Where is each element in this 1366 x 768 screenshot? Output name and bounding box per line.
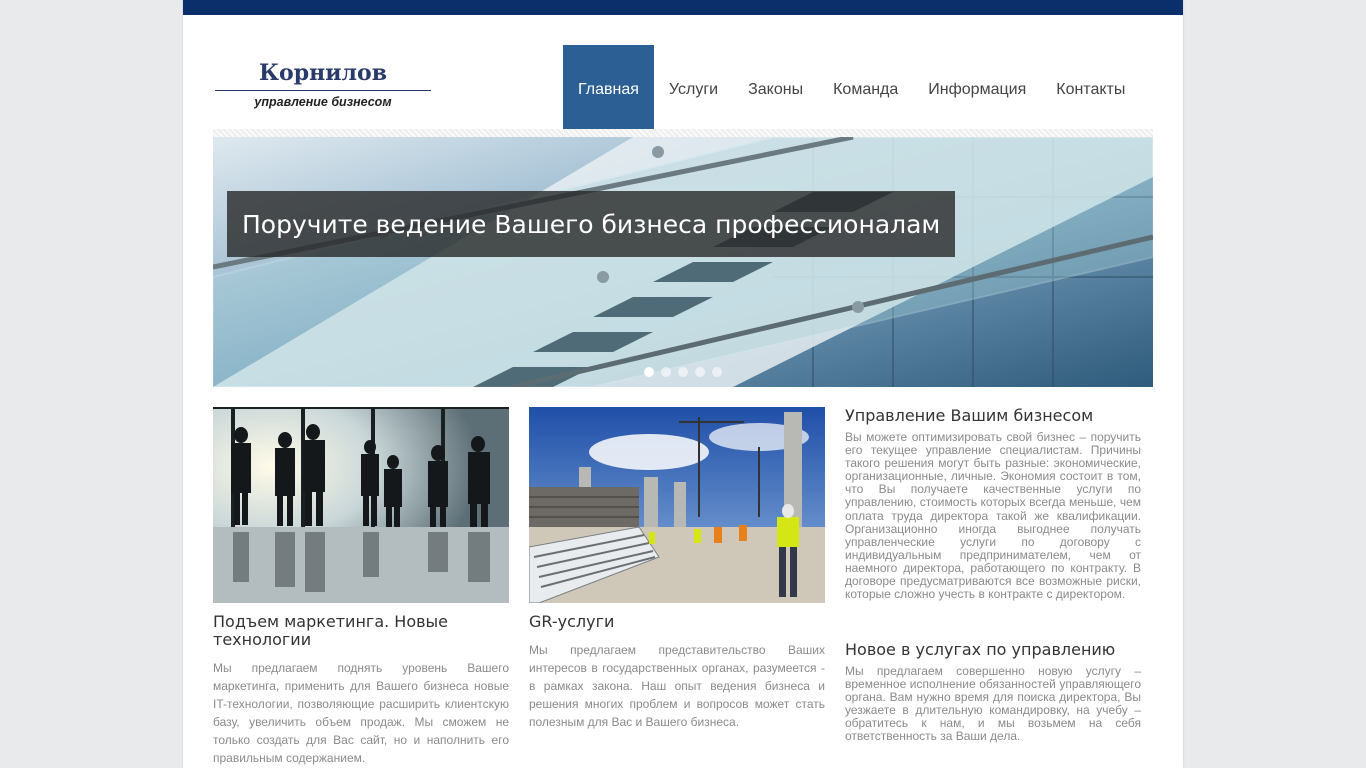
feature-title[interactable]: Подъем маркетинга. Новые технологии: [213, 612, 449, 649]
slider-dot-2[interactable]: [661, 367, 671, 377]
nav-item-laws[interactable]: Законы: [748, 81, 804, 98]
feature-title[interactable]: Управление Вашим бизнесом: [845, 406, 1094, 425]
feature-management: [845, 406, 1141, 744]
nav-divider: [213, 129, 1153, 137]
team-meeting-image[interactable]: [213, 407, 509, 603]
nav-item-services[interactable]: Услуги: [668, 81, 719, 98]
page-container: [183, 0, 1183, 768]
feature-text: Мы предлагаем совершенно новую услугу – временное исполнение обязанностей управляющего органа. Вам нужно время для поиска директора, Вы уезжаете в длительную командировку, на учебу – обратитесь к нам, и мы возьмем на себя ответственность за Ваши дела.: [845, 664, 1141, 744]
logo-subtitle: управление бизнесом: [254, 95, 392, 109]
feature-title[interactable]: Новое в услугах по управлению: [845, 640, 1116, 659]
main-nav: [563, 45, 1140, 129]
slider-dot-1[interactable]: [644, 367, 654, 377]
feature-text: Мы предлагаем представительство Ваших интересов в государственных органах, разумеется - в рамках закона. Наш опыт ведения бизнеса и решения многих проблем и вопросов может стать полезным для Вас и Вашего бизнеса.: [529, 643, 825, 729]
slider-pagination: [644, 367, 722, 377]
nav-item-team[interactable]: Команда: [833, 81, 899, 98]
nav-item-home[interactable]: Главная: [563, 45, 654, 129]
slider-dot-3[interactable]: [678, 367, 688, 377]
construction-site-image[interactable]: [529, 407, 825, 603]
hero-slider[interactable]: [213, 137, 1153, 387]
logo-divider: [215, 90, 431, 91]
nav-item-info[interactable]: Информация: [928, 81, 1027, 98]
feature-text: Мы предлагаем поднять уровень Вашего маркетинга, применить для Вашего бизнеса новые IT-технологии, позволяющие расширить клиентскую базу, увеличить объем продаж. Мы сможем не только создать для Вас сайт, но и наполнить его правильным содержанием.: [213, 661, 509, 765]
slider-dot-4[interactable]: [695, 367, 705, 377]
top-bar: [183, 0, 1183, 15]
logo-name: Корнилов: [259, 60, 387, 86]
feature-gr: [529, 407, 825, 731]
feature-text: Вы можете оптимизировать свой бизнес – поручить его текущее управление специалистам. Причины такого решения могут быть разные: экономические, организационные, личные. Экономия состоит в том, что Вы получаете качественные услуги по управлению, стоимость которых всегда меньше, чем оплата труда директора такой же квалификации. Организационно иногда выгоднее получать управленческие услуги по договору с индивидуальным предпринимателем, чем от наемного директора, работающего по контракту. В договоре предусматриваются все возможные риски, которые сложно учесть в контракте с директором.: [845, 430, 1141, 602]
hero-caption: Поручите ведение Вашего бизнеса профессионалам: [227, 191, 955, 257]
site-logo[interactable]: [215, 60, 431, 116]
nav-item-contacts[interactable]: Контакты: [1056, 81, 1126, 98]
hero-staircase-image: [213, 137, 1153, 387]
feature-marketing: [213, 407, 509, 767]
feature-new-services: [845, 641, 1141, 744]
feature-title[interactable]: GR-услуги: [529, 612, 615, 631]
slider-dot-5[interactable]: [712, 367, 722, 377]
